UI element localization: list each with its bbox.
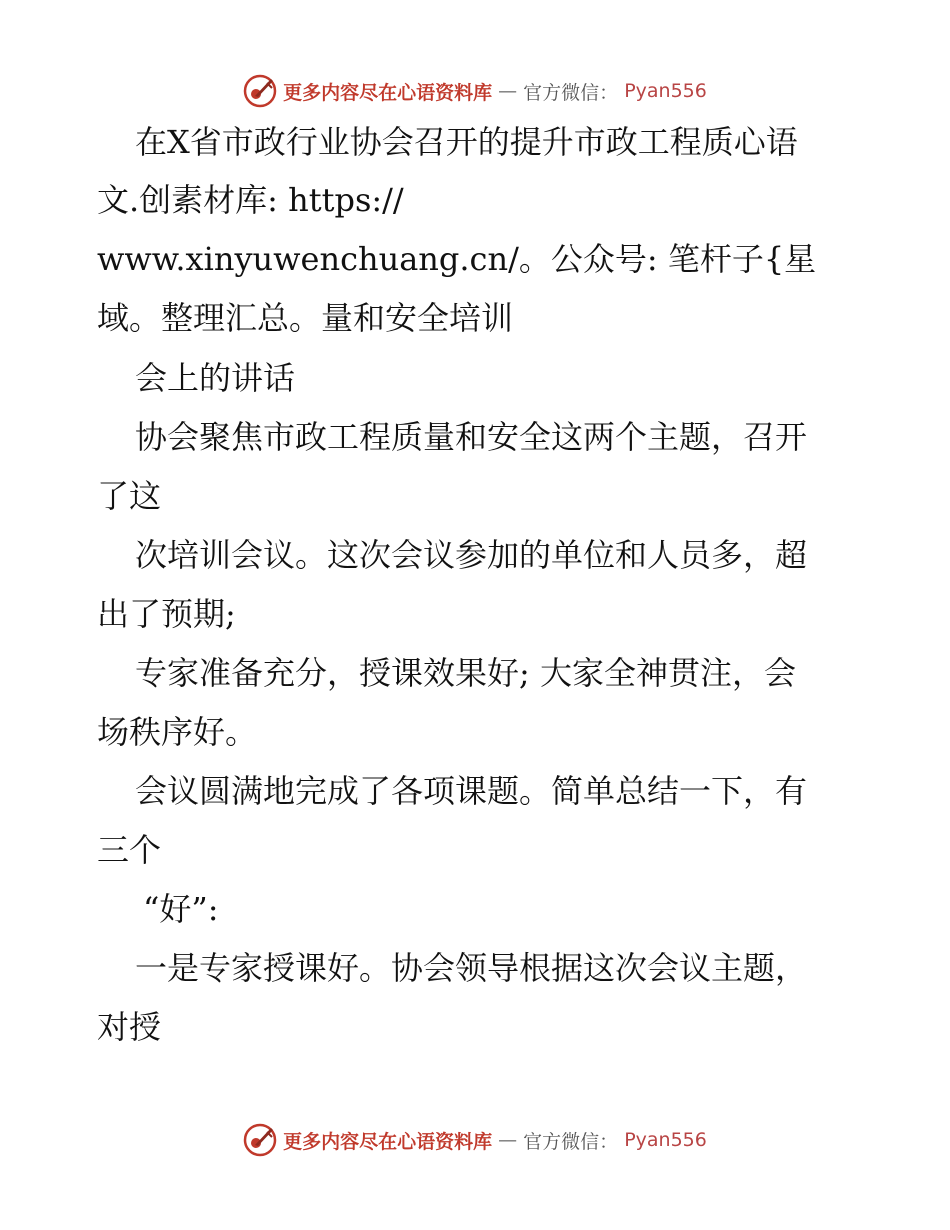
text-line-7: 了这 — [97, 477, 162, 515]
footer-wechat-id: Pyan556 — [624, 1129, 707, 1151]
header-wechat-id: Pyan556 — [624, 80, 707, 102]
quill-logo-icon — [243, 1123, 277, 1157]
text-line-14: “好”: — [143, 890, 219, 928]
text-line-6: 协会聚焦市政工程质量和安全这两个主题，召开 — [135, 418, 808, 456]
text-line-10: 专家准备充分，授课效果好; 大家全神贯注，会 — [135, 654, 796, 692]
text-line-8: 次培训会议。这次会议参加的单位和人员多，超 — [135, 536, 808, 574]
header-brand-text: 更多内容尽在心语资料库 — [283, 81, 493, 104]
footer-wechat-label: 官方微信： — [523, 1130, 619, 1153]
text-line-1: 在X省市政行业协会召开的提升市政工程质心语 — [135, 123, 798, 161]
text-line-13: 三个 — [97, 831, 162, 869]
quill-logo-icon — [243, 74, 277, 108]
text-line-16: 对授 — [97, 1008, 162, 1046]
text-line-9: 出了预期; — [97, 595, 236, 633]
text-line-4: 域。整理汇总。量和安全培训 — [97, 299, 514, 337]
text-line-2: 文.创素材库: https:// — [97, 181, 404, 219]
footer-separator: — — [498, 1129, 518, 1151]
header-wechat-label: 官方微信： — [523, 81, 619, 104]
text-line-12: 会议圆满地完成了各项课题。简单总结一下，有 — [135, 772, 808, 810]
text-line-3: www.xinyuwenchuang.cn/。公众号: 笔杆子{星 — [97, 240, 817, 278]
footer-brand-text: 更多内容尽在心语资料库 — [283, 1130, 493, 1153]
text-line-5: 会上的讲话 — [135, 359, 296, 397]
text-line-11: 场秩序好。 — [97, 713, 258, 751]
header-separator: — — [498, 80, 518, 102]
header-watermark — [0, 71, 950, 111]
text-line-15: 一是专家授课好。协会领导根据这次会议主题， — [135, 949, 808, 987]
footer-watermark — [0, 1120, 950, 1160]
